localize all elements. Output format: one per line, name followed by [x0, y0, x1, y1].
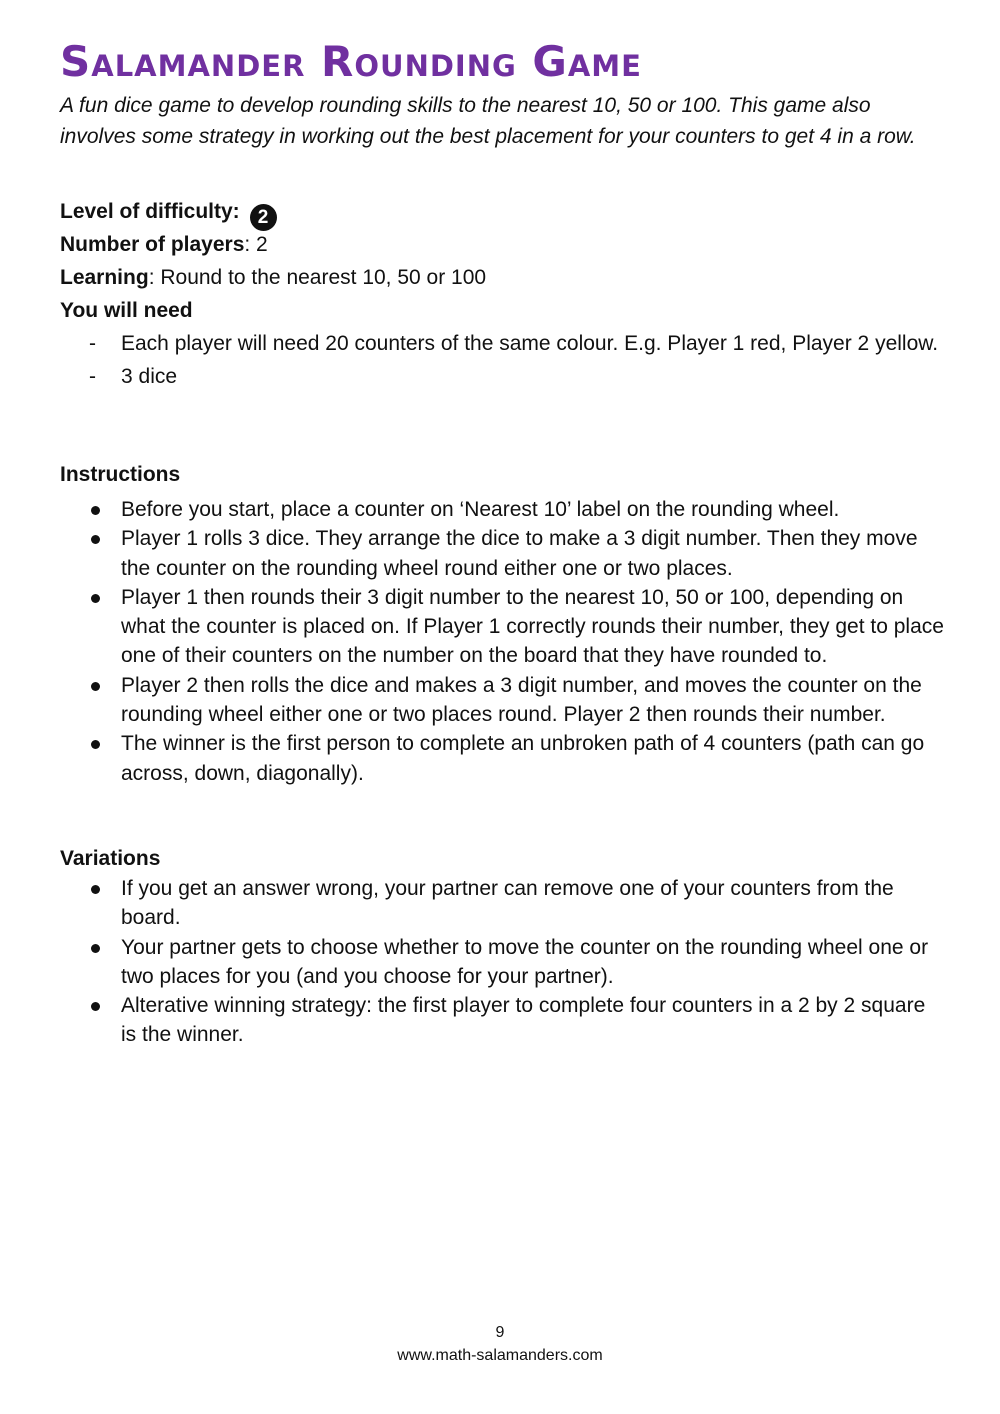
bullet-icon: [91, 944, 100, 953]
bullet-icon: [91, 594, 100, 603]
variations-list: [60, 874, 945, 1050]
footer-website: www.math-salamanders.com: [397, 1347, 603, 1364]
difficulty-line: [60, 195, 277, 231]
list-item: Player 1 rolls 3 dice. They arrange the dice to make a 3 digit number. Then they move the counter on the rounding wheel round either one or two places.: [60, 524, 945, 583]
list-item: The winner is the first person to complete an unbroken path of 4 counters (path can go across, down, diagonally).: [60, 729, 945, 788]
difficulty-label: Level of difficulty:: [60, 200, 240, 223]
bullet-icon: [91, 740, 100, 749]
bullet-icon: [91, 885, 100, 894]
players-value: : 2: [244, 233, 268, 256]
intro-paragraph: A fun dice game to develop rounding skills to the nearest 10, 50 or 100. This game also involves some strategy in working out the best placement for your counters to get 4 in a row.: [60, 94, 916, 148]
need-list: [60, 327, 940, 393]
bullet-icon: [91, 1002, 100, 1011]
players-label: Number of players: [60, 233, 245, 256]
learning-label: Learning: [60, 266, 149, 289]
bullet-icon: [91, 682, 100, 691]
list-item: Player 1 then rounds their 3 digit number to the nearest 10, 50 or 100, depending on what the counter is placed on. If Player 1 correctly rounds their number, they get to place one of their counters on the number on the board that they have rounded to.: [60, 583, 945, 671]
list-item: Your partner gets to choose whether to move the counter on the rounding wheel one or two places for you (and you choose for your partner).: [60, 933, 945, 992]
instructions-heading: Instructions: [60, 463, 181, 486]
list-item: If you get an answer wrong, your partner can remove one of your counters from the board.: [60, 874, 945, 933]
difficulty-badge: 2: [250, 204, 277, 231]
list-item: Alterative winning strategy: the first player to complete four counters in a 2 by 2 square is the winner.: [60, 991, 945, 1050]
players-line: [60, 228, 268, 261]
list-item: - 3 dice: [89, 365, 178, 388]
list-item: Before you start, place a counter on ‘Nearest 10’ label on the rounding wheel.: [60, 495, 945, 524]
need-heading: You will need: [60, 299, 193, 322]
variations-heading: Variations: [60, 847, 161, 870]
list-item: - Each player will need 20 counters of the same colour. E.g. Player 1 red, Player 2 yellow.: [89, 332, 939, 355]
page-number: 9: [495, 1324, 505, 1341]
learning-value: : Round to the nearest 10, 50 or 100: [148, 266, 487, 289]
learning-line: [60, 261, 486, 294]
bullet-icon: [91, 506, 100, 515]
bullet-icon: [91, 535, 100, 544]
page-title: Salamander Rounding Game: [60, 37, 642, 86]
instructions-list: [60, 495, 945, 788]
list-item: Player 2 then rolls the dice and makes a 3 digit number, and moves the counter on the rounding wheel either one or two places round. Player 2 then rounds their number.: [60, 671, 945, 730]
